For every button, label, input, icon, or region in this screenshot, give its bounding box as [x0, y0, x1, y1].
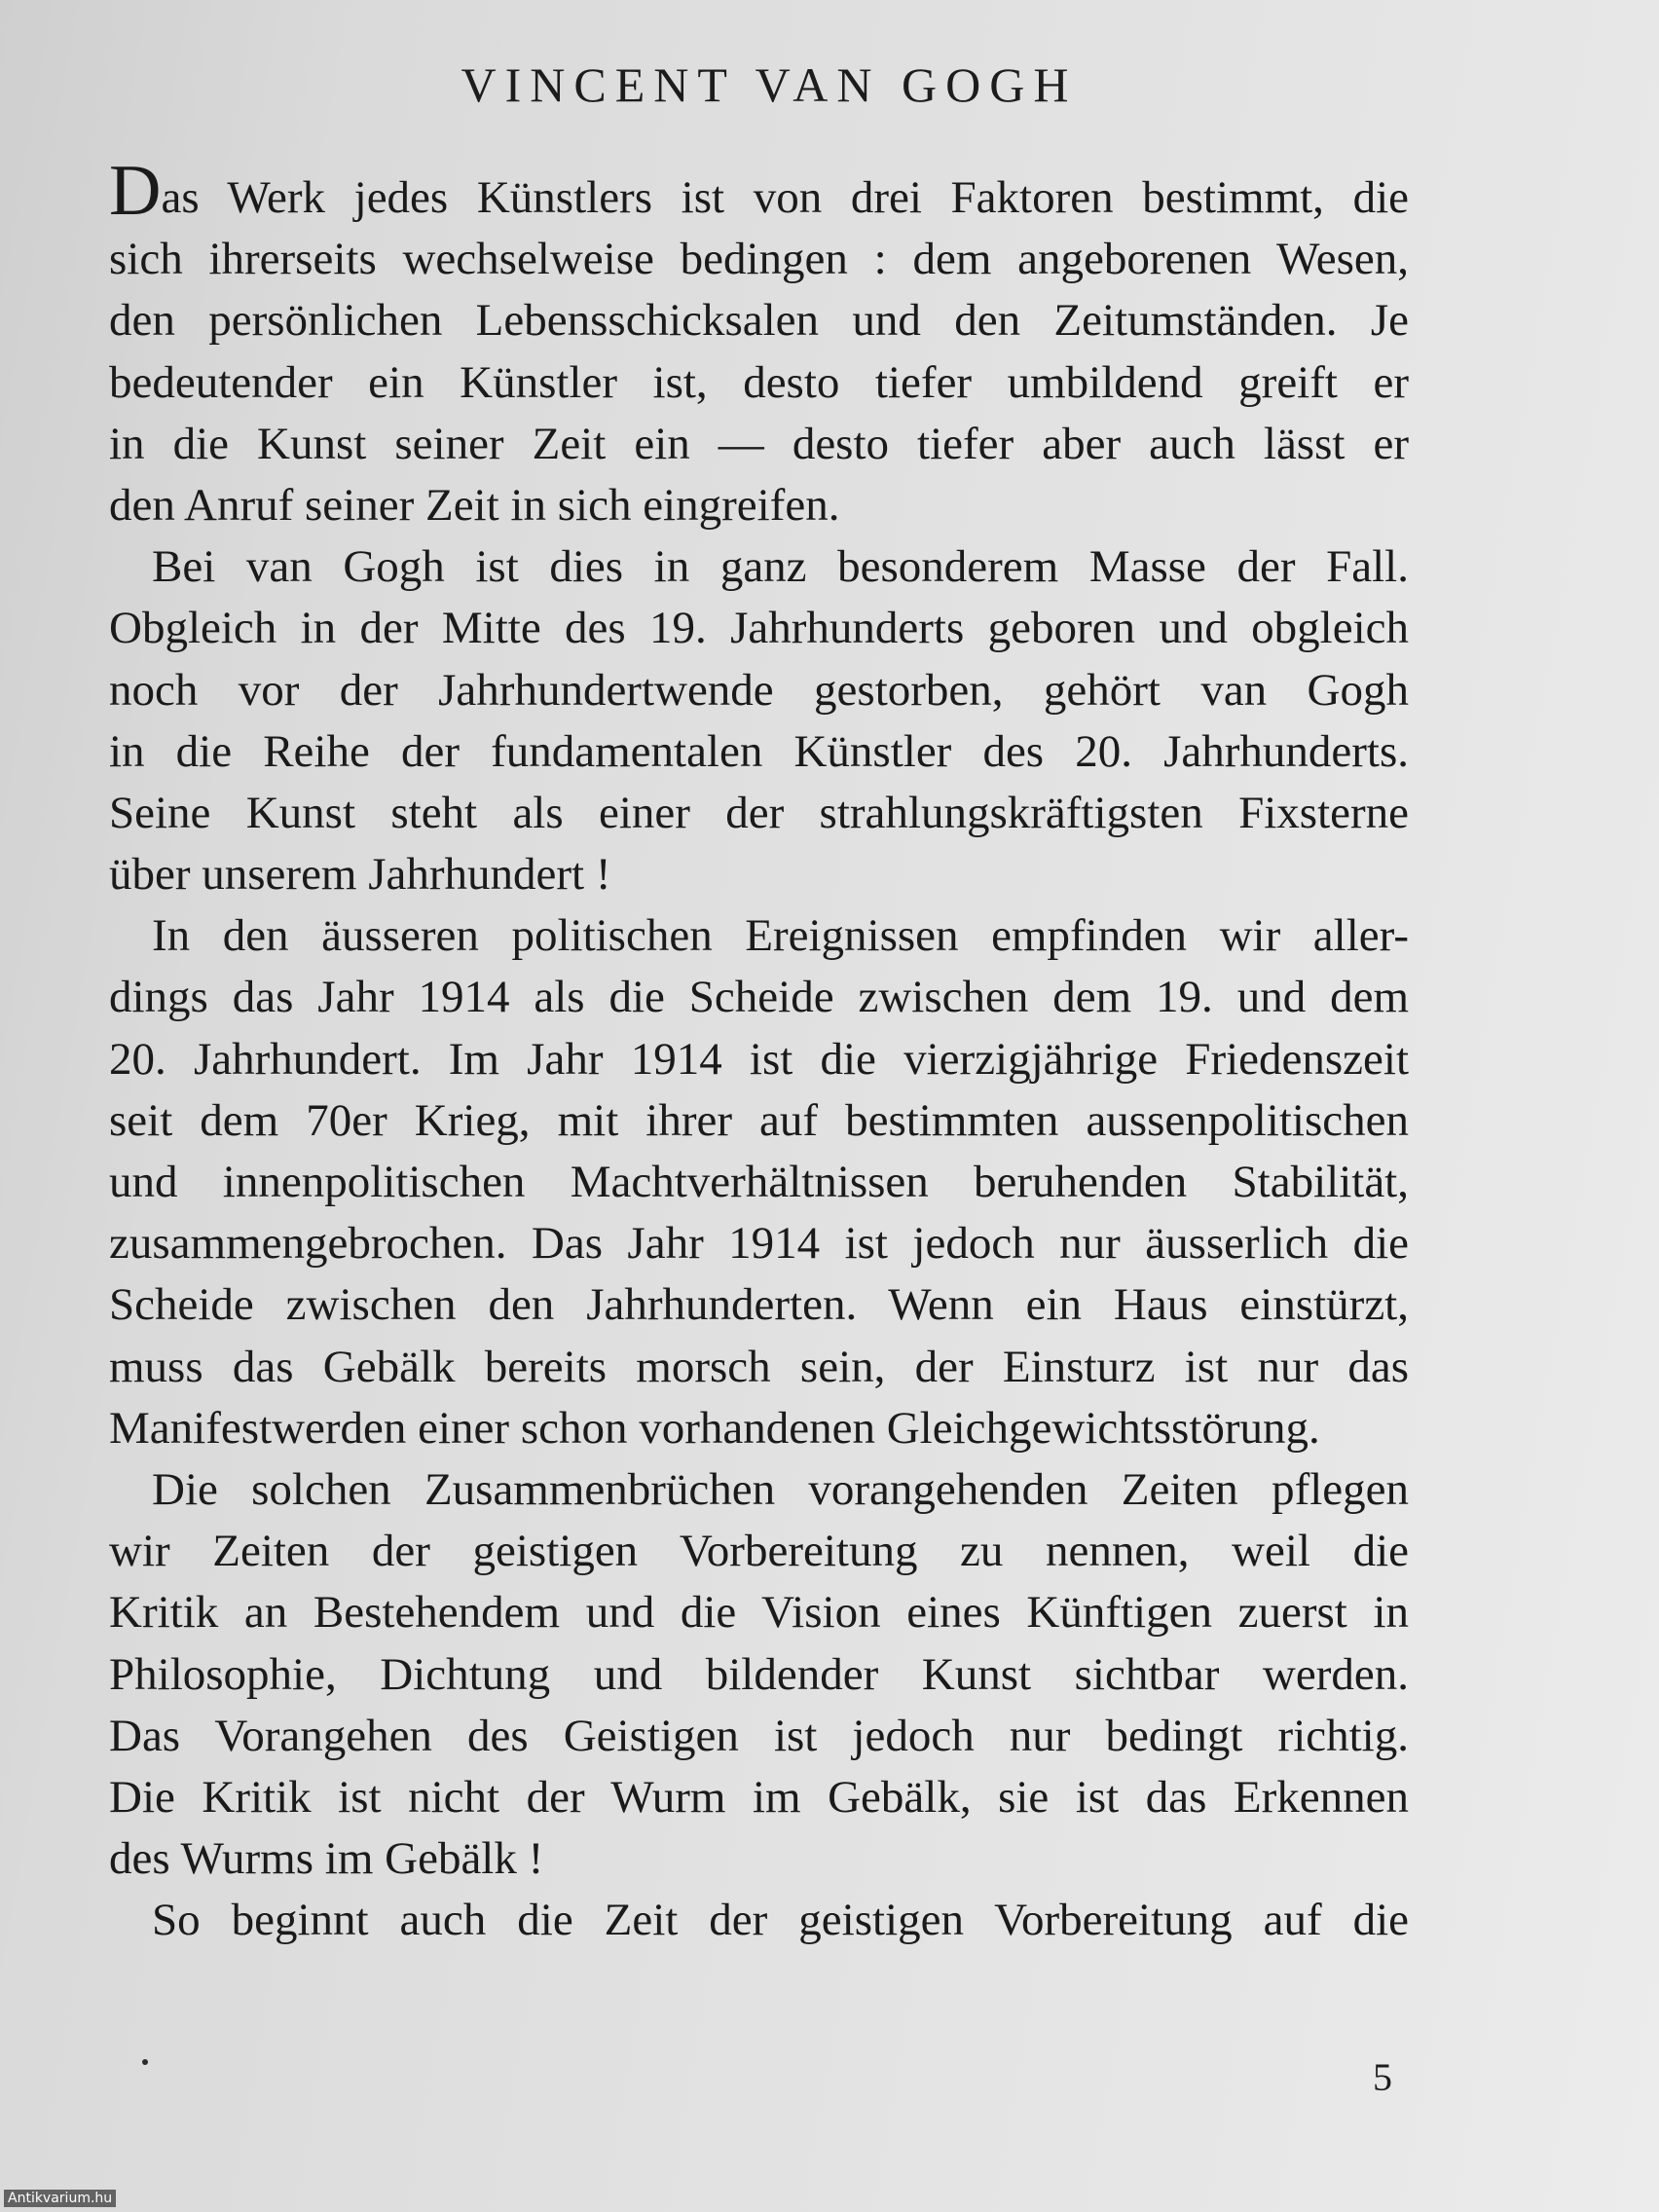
line-text: wir Zeiten der geistigen Vorbereitung zu nennen, weil die	[109, 1526, 1409, 1577]
text-line	[109, 1890, 1409, 1951]
watermark: Antikvarium.hu	[4, 2190, 116, 2207]
text-line	[109, 1090, 1409, 1152]
text-line	[109, 1398, 1409, 1459]
line-text: den Anruf seiner Zeit in sich eingreifen.	[109, 479, 840, 531]
line-text: 20. Jahrhundert. Im Jahr 1914 ist die vierzigjährige Friedenszeit	[109, 1033, 1409, 1085]
text-line	[109, 1706, 1409, 1767]
text-line	[109, 1213, 1409, 1274]
paragraph	[109, 536, 1409, 905]
text-line	[109, 844, 1409, 905]
paragraph	[109, 905, 1409, 1459]
line-text: seit dem 70er Krieg, mit ihrer auf bestimmten aussenpolitischen	[109, 1094, 1409, 1146]
text-line	[109, 905, 1409, 967]
text-line	[109, 1644, 1409, 1706]
line-text: Scheide zwischen den Jahrhunderten. Wenn ein Haus einstürzt,	[109, 1279, 1409, 1331]
text-line	[109, 598, 1409, 659]
line-text: in die Reihe der fundamentalen Künstler des 20. Jahrhunderts.	[109, 725, 1409, 777]
line-text: in die Kunst seiner Zeit ein — desto tiefer aber auch lässt er	[109, 418, 1409, 469]
paragraph	[109, 151, 1409, 536]
paragraph	[109, 1890, 1409, 1951]
line-text: Bei van Gogh ist dies in ganz besonderem Masse der Fall.	[152, 541, 1409, 593]
line-text: as Werk jedes Künstlers ist von drei Faktoren bestimmt, die	[161, 172, 1409, 223]
line-text: über unserem Jahrhundert !	[109, 849, 611, 901]
text-line	[109, 1767, 1409, 1828]
line-text: Das Vorangehen des Geistigen ist jedoch nur bedingt richtig.	[109, 1710, 1409, 1761]
line-text: In den äusseren politischen Ereignissen empfinden wir aller-	[152, 910, 1409, 962]
line-text: bedeutender ein Künstler ist, desto tiefer umbildend greift er	[109, 356, 1409, 408]
text-line	[109, 151, 1409, 231]
line-text: den persönlichen Lebensschicksalen und den Zeitumständen. Je	[109, 295, 1409, 347]
line-text: sich ihrerseits wechselweise bedingen : dem angeborenen Wesen,	[109, 234, 1409, 285]
drop-cap: D	[109, 151, 162, 231]
text-line	[109, 1828, 1409, 1890]
text-line	[109, 721, 1409, 783]
text-line	[109, 660, 1409, 721]
text-line	[109, 290, 1409, 351]
text-line	[109, 229, 1409, 290]
page-number: 5	[1373, 2055, 1392, 2099]
text-line	[109, 1521, 1409, 1582]
line-text: Die solchen Zusammenbrüchen vorangehenden Zeiten pflegen	[152, 1463, 1409, 1515]
text-line	[109, 352, 1409, 414]
text-line	[109, 1152, 1409, 1213]
text-line	[109, 967, 1409, 1028]
line-text: Die Kritik ist nicht der Wurm im Gebälk, sie ist das Erkennen	[109, 1771, 1409, 1823]
line-text: noch vor der Jahrhundertwende gestorben, gehört van Gogh	[109, 664, 1409, 716]
text-line	[109, 1337, 1409, 1398]
line-text: Kritik an Bestehendem und die Vision eines Künftigen zuerst in	[109, 1587, 1409, 1639]
line-text: muss das Gebälk bereits morsch sein, der Einsturz ist nur das	[109, 1341, 1409, 1392]
line-text: Obgleich in der Mitte des 19. Jahrhunderts geboren und obgleich	[109, 603, 1409, 654]
running-head: VINCENT VAN GOGH	[461, 57, 1078, 112]
text-line	[109, 783, 1409, 844]
paragraph	[109, 1459, 1409, 1890]
line-text: des Wurms im Gebälk !	[109, 1833, 544, 1885]
text-line	[109, 475, 1409, 536]
ink-speck	[142, 2059, 148, 2065]
text-line	[109, 1459, 1409, 1521]
line-text: zusammengebrochen. Das Jahr 1914 ist jedoch nur äusserlich die	[109, 1218, 1409, 1270]
text-line	[109, 1029, 1409, 1090]
line-text: Philosophie, Dichtung und bildender Kunst sichtbar werden.	[109, 1648, 1409, 1700]
line-text: und innenpolitischen Machtverhältnissen beruhenden Stabilität,	[109, 1157, 1409, 1207]
line-text: Manifestwerden einer schon vorhandenen Gleichgewichtsstörung.	[109, 1402, 1320, 1454]
text-line	[109, 1274, 1409, 1336]
line-text: Seine Kunst steht als einer der strahlungskräftigsten Fixsterne	[109, 787, 1409, 838]
body-text	[109, 151, 1409, 1951]
line-text: So beginnt auch die Zeit der geistigen Vorbereitung auf die	[152, 1895, 1409, 1946]
text-line	[109, 536, 1409, 598]
line-text: dings das Jahr 1914 als die Scheide zwischen dem 19. und dem	[109, 972, 1409, 1023]
text-line	[109, 414, 1409, 475]
text-line	[109, 1582, 1409, 1643]
